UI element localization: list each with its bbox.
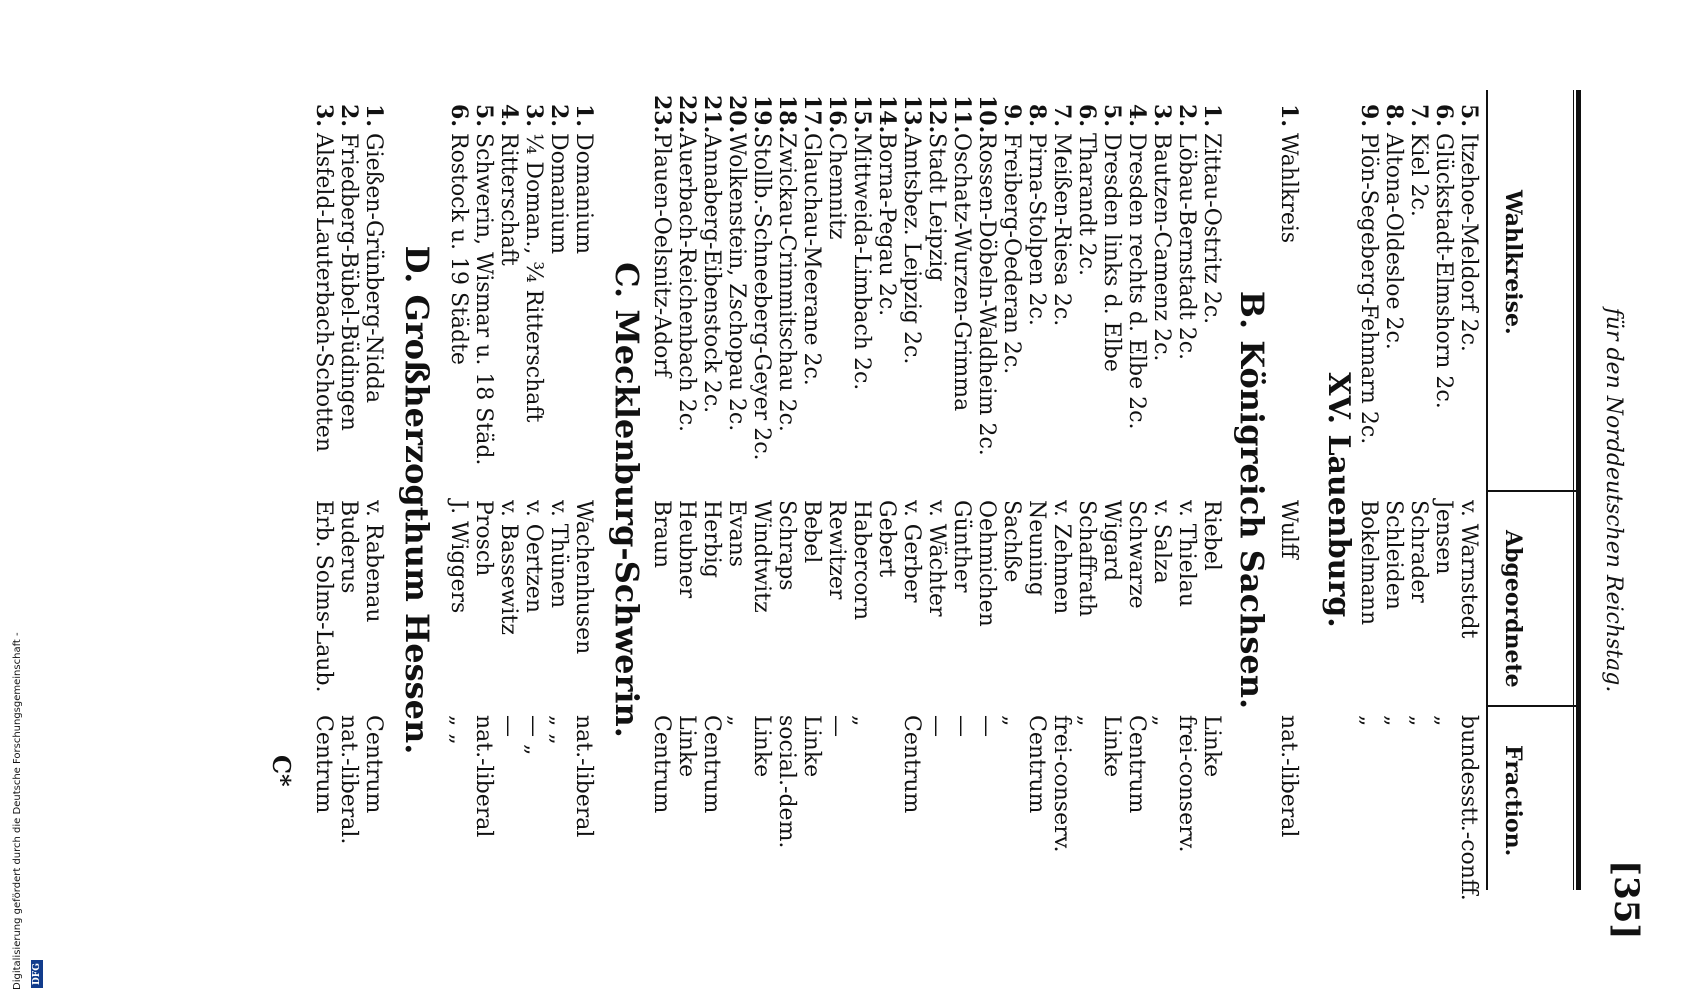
section-title-lauenburg: XV. Lauenburg. xyxy=(1321,372,1356,628)
column-header-wahlkreise: Wahlkreise. xyxy=(1500,190,1526,335)
page-number: [35] xyxy=(1606,860,1646,940)
table-row: 9. Freiberg-Oederan 2c. Sachße „ xyxy=(999,104,1025,727)
table-row: 3. Alsfeld-Lauterbach-Schotten Erb. Solms-Laub. Centrum xyxy=(311,104,337,814)
table-row: 19. Stollb.-Schneeberg-Geyer 2c. Windtwitz Linke xyxy=(749,95,775,778)
table-row: 20. Wolkenstein, Zschopau 2c. Evans „ xyxy=(724,95,750,727)
section-title-sachsen: B. Königreich Sachsen. xyxy=(1233,290,1271,710)
table-row: 18. Zwickau-Crimmitschau 2c. Schraps social.-dem. xyxy=(774,95,800,849)
table-row: 6. Rostock u. 19 Städte J. Wiggers „ „ xyxy=(446,104,472,745)
table-row: 8. Altona-Oldesloe 2c. Schleiden „ xyxy=(1381,104,1407,727)
table-row: 1. Gießen-Grünberg-Nidda v. Rabenau Centrum xyxy=(361,104,387,814)
table-row: 16. Chemnitz Rewitzer — xyxy=(824,95,850,737)
section-title-mecklenburg: C. Mecklenburg-Schwerin. xyxy=(608,262,646,738)
table-row: 5. Itzehoe-Meldorf 2c. v. Warnstedt bundesstt.-conff. xyxy=(1456,104,1482,901)
table-row: 7. Kiel 2c. Schrader „ xyxy=(1406,104,1432,727)
table-row: 22. Auerbach-Reichenbach 2c. Heubner Linke xyxy=(674,95,700,778)
table-row: 3. ¼ Doman., ¾ Ritterschaft v. Oertzen — „ xyxy=(521,104,547,756)
table-row: 9. Plön-Segeberg-Fehmarn 2c. Bokelmann „ xyxy=(1356,104,1382,727)
table-row: 2. Friedberg-Bübel-Büdingen Buderus nat.-liberal. xyxy=(336,104,362,845)
table-row: 14. Borna-Pegau 2c. Gebert xyxy=(874,95,900,578)
table-row: 2. Löbau-Bernstadt 2c. v. Thielau frei-conserv. xyxy=(1174,104,1200,853)
table-row: 7. Meißen-Riesa 2c. v. Zehmen frei-conserv. xyxy=(1049,104,1075,853)
table-row: 21. Annaberg-Eibenstock 2c. Herbig Centrum xyxy=(699,95,725,814)
table-row: 1. Zittau-Ostritz 2c. Riebel Linke xyxy=(1199,104,1225,778)
table-row: 13. Amtsbez. Leipzig 2c. v. Gerber Centrum xyxy=(899,95,925,814)
table-row: 5. Dresden links d. Elbe Wigard Linke xyxy=(1099,104,1125,778)
table-row: 2. Domanium v. Thünen „ „ xyxy=(546,104,572,745)
table-row: 15. Mittweida-Limbach 2c. Habercorn „ xyxy=(849,95,875,727)
digitization-note xyxy=(5,610,42,990)
running-header: für den Norddeutschen Reichstag. xyxy=(1601,307,1626,693)
dfg-logo-icon: DFG xyxy=(31,960,43,988)
column-divider xyxy=(1486,490,1581,492)
table-row: 6. Glückstadt-Elmshorn 2c. Jensen „ xyxy=(1431,104,1457,727)
table-row: 1. Domanium Wachenhusen nat.-liberal xyxy=(571,104,597,838)
table-row: 10. Rossen-Döbeln-Waldheim 2c. Oehmichen — xyxy=(974,95,1000,737)
table-row: 5. Schwerin, Wismar u. 18 Städ. Prosch nat.-liberal xyxy=(471,104,497,838)
table-row: 11. Oschatz-Wurzen-Grimma Günther — xyxy=(949,95,975,737)
table-row: 1. Wahlkreis Wulff nat.-liberal xyxy=(1276,104,1302,838)
table-row: 12. Stadt Leipzig v. Wächter — xyxy=(924,95,950,737)
column-header-rule xyxy=(1486,90,1488,890)
table-row: 4. Ritterschaft v. Bassewitz — xyxy=(496,104,522,737)
column-header-abgeordnete: Abgeordnete xyxy=(1500,530,1526,688)
table-row: 17. Glauchau-Meerane 2c. Bebel Linke xyxy=(799,95,825,778)
column-divider xyxy=(1486,705,1581,707)
digitization-text: Digitalisierung gefördert durch die Deutsche Forschungsgemeinschaft - xyxy=(12,632,23,990)
catchword: C* xyxy=(267,755,296,787)
table-row: 8. Pirna-Stolpen 2c. Neuning Centrum xyxy=(1024,104,1050,814)
table-row: 6. Tharandt 2c. Schaffrath „ xyxy=(1074,104,1100,727)
table-row: 4. Dresden rechts d. Elbe 2c. Schwarze Centrum xyxy=(1124,104,1150,814)
section-title-hessen: D. Großherzogthum Hessen. xyxy=(398,245,436,755)
table-row: 3. Bautzen-Camenz 2c. v. Salza „ xyxy=(1149,104,1175,727)
column-header-fraction: Fraction. xyxy=(1500,745,1526,857)
table-row: 23. Plauen-Oelsnitz-Adorf Braun Centrum xyxy=(649,95,675,814)
